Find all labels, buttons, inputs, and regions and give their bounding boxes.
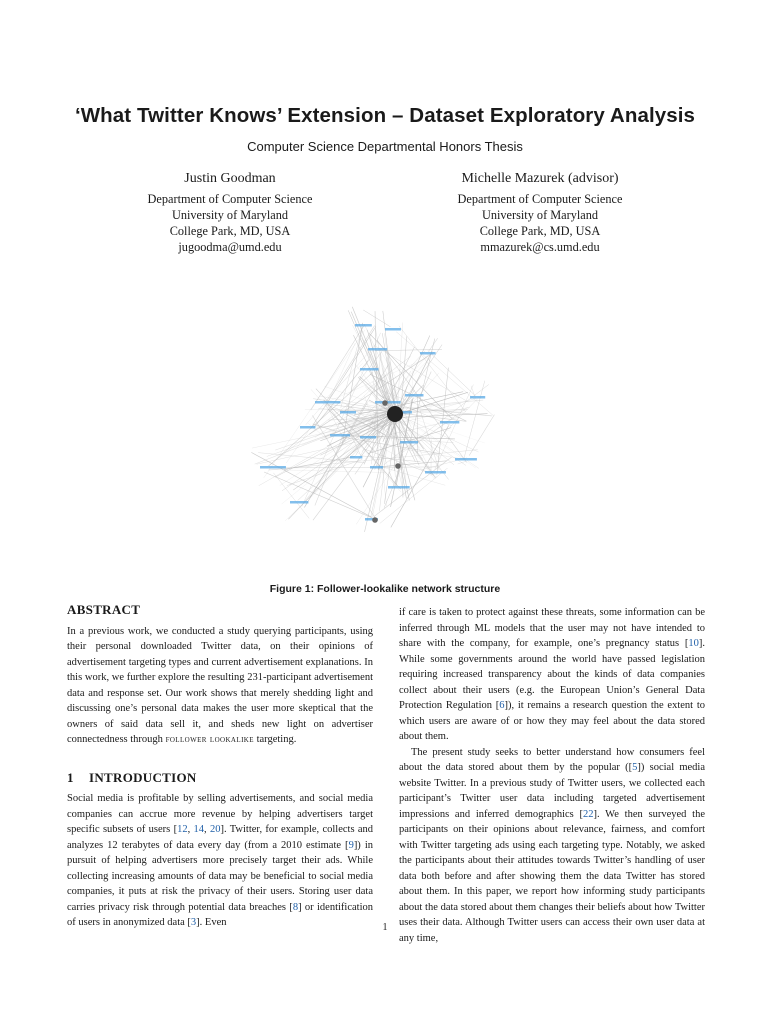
network-edge [264,472,372,518]
network-node-label-mark [360,436,376,439]
paper-subtitle: Computer Science Departmental Honors Thesis [247,139,523,154]
network-edge [428,350,476,395]
follower-lookalike-term: follower lookalike [165,734,254,745]
network-node-label-mark [330,434,350,437]
author-email: mmazurek@cs.umd.edu [480,240,600,254]
network-node-label-mark [425,471,446,474]
right-column [399,605,705,946]
network-node-label-mark [385,328,401,331]
network-edge [380,468,448,523]
network-node-label-mark [340,411,356,414]
citation-link[interactable]: 20 [209,824,221,835]
network-node-label-mark [375,401,401,404]
network-node-label-mark [300,426,315,429]
author-dept: Department of Computer Science [147,192,313,206]
intro-paragraph: Social media is profitable by selling advertisements, and social media companies can accrue more revenue by helping advertisers target specific subsets of users [12, 14, 20]. Twitter, for example, collects and analyzes 12 terabytes of data every day (from a 2010 estimate [9]) in pursuit of helping advertisers more precisely target their ads. While collecting increasing amounts of data may be beneficial to social media companies, it puts at risk the privacy of their users. Storing user data carries privacy risk through potential data breaches [8] or identification of users in anonymized data [3]. Even [67,793,374,928]
author-block [440,171,640,255]
page-number: 1 [382,922,388,933]
network-edge [391,425,449,527]
author-city: College Park, MD, USA [169,224,291,238]
citation-link[interactable]: 6 [499,700,505,711]
left-column [67,602,373,931]
network-node [382,400,388,406]
network-figure [250,288,520,533]
figure-caption: Figure 1: Follower-lookalike network structure [269,583,501,595]
citation-link[interactable]: 8 [292,901,299,913]
network-node-label-mark [405,394,423,397]
network-edges [251,307,494,532]
intro-paragraph-continued: if care is taken to protect against these threats, some information can be inferred through ML models that the user may not have intended to share with the company, for example, one’s pregnancy status [10]. While some governments around the world have passed legislation requiring increased transparency about the kinds of data companies collect about their users (e.g. the European Union’s General Data Protection Regulation [6]), it remains a research question the extent to which users are aware of or how they may feel about the data stored about them. [399,607,706,742]
citation-link[interactable]: 3 [190,917,197,928]
network-node-label-mark [470,396,485,399]
introduction-heading: 1 INTRODUCTION [67,769,197,785]
network-node-label-mark [420,352,436,355]
author-name: Michelle Mazurek (advisor) [461,171,619,186]
author-university: University of Maryland [481,208,599,222]
citation-link[interactable]: 9 [348,839,354,851]
intro-paragraph: The present study seeks to better understand how consumers feel about the data stored about them by the popular ([5]) social media website Twitter. In a previous study of Twitter users, we collected each participant’s Twitter user data including targeted advertisement impressions and inferred demographics [22]. We then surveyed the participants on their opinions about relevance, fairness, and comfort with Twitter targeting ads using each targeting type. Notably, we asked the participants about their attitudes towards Twitter’s handling of user data both before and after showing them the data Twitter has stored about them. In this paper, we report how informing study participants about the data stored about them changes their beliefs about how Twitter uses their data. Although Twitter users can access their own user data at any time, [399,746,705,944]
network-edge [471,386,475,398]
citation-link[interactable]: 22 [582,808,594,820]
author-dept: Department of Computer Science [457,192,623,206]
network-node [395,463,401,469]
network-node-label-mark [360,368,379,371]
author-email: jugoodma@umd.edu [178,240,282,254]
paper-title: ‘What Twitter Knows’ Extension – Dataset Exploratory Analysis [74,104,696,127]
network-edge [356,451,359,456]
network-edge [429,338,438,351]
network-node-label-mark [440,421,459,424]
citation-link[interactable]: 5 [632,762,638,773]
abstract-heading: ABSTRACT [67,602,141,617]
network-node-label-mark [355,324,372,327]
abstract-paragraph: In a previous work, we conducted a study querying participants, using their personal downloaded Twitter data, on their opinions of advertisement targeting types and current advertisement explanations. In this work, we further explore the resulting 231-participant advertisement data and response set. Our work shows that merely shedding light and discussing one’s personal data makes the user more skeptical that the owners of said data sell it, and sheds new light on advertiser connectedness through follower lookalike targeting. [67,625,373,745]
network-node-label-mark [400,441,418,444]
network-edge [251,452,371,517]
network-node-label-mark [315,401,340,404]
network-hub-node [387,406,403,422]
citation-link[interactable]: 14 [193,824,205,835]
network-node-label-mark [455,458,477,461]
network-node [372,517,378,523]
network-node-label-mark [350,456,362,459]
citation-link[interactable]: 10 [688,638,699,649]
author-block [130,171,330,255]
network-node-label-mark [290,501,308,504]
author-city: College Park, MD, USA [479,224,601,238]
author-university: University of Maryland [171,208,289,222]
network-node-label-mark [370,466,383,469]
network-node-label-mark [260,466,286,469]
network-edge [326,343,355,407]
network-node-label-mark [368,348,387,351]
network-edge [396,345,442,414]
author-name: Justin Goodman [184,171,276,186]
network-node-label-mark [388,486,410,489]
citation-link[interactable]: 12 [177,824,188,835]
